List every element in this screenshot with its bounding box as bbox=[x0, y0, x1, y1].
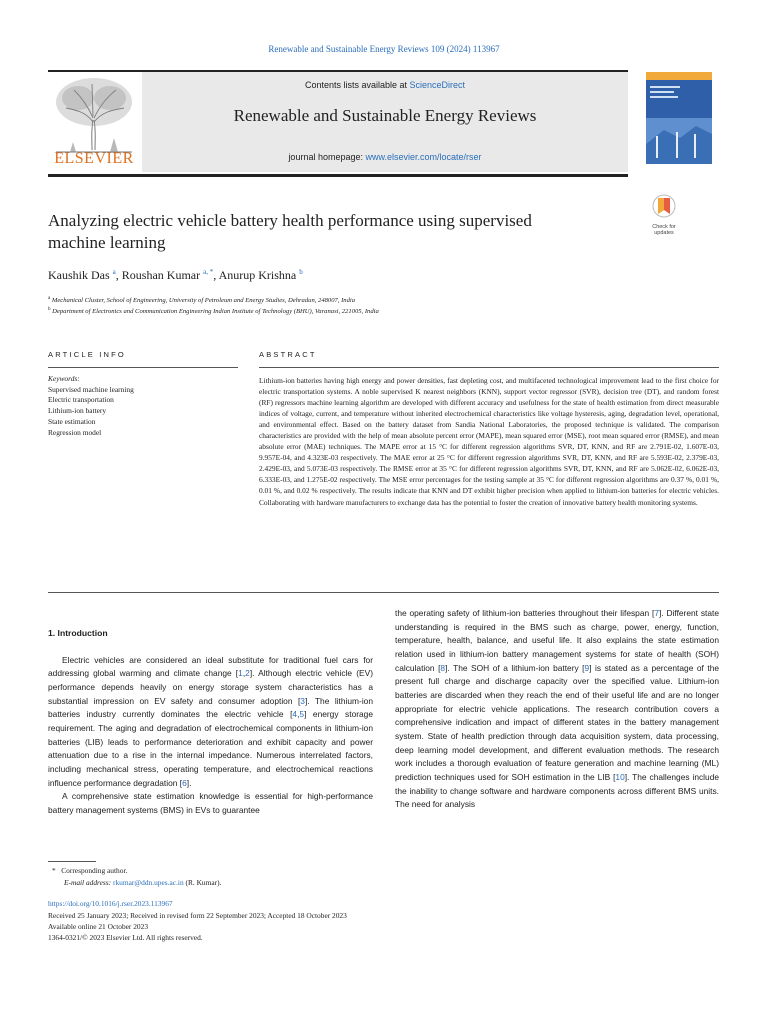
author-affil-sup[interactable]: a bbox=[112, 268, 116, 276]
footnote-rule bbox=[48, 861, 96, 862]
paragraph-text: , bbox=[297, 709, 300, 720]
citation-link[interactable]: 7 bbox=[654, 608, 659, 618]
journal-cover-image bbox=[646, 72, 712, 164]
badge-line2: updates bbox=[654, 230, 674, 236]
author-affil-sup[interactable]: a, * bbox=[203, 268, 214, 276]
journal-header-box bbox=[142, 72, 628, 172]
author-name[interactable]: Anurup Krishna bbox=[218, 268, 297, 282]
paragraph-text: ]. bbox=[186, 777, 192, 788]
author-name[interactable]: Kaushik Das bbox=[48, 268, 110, 282]
article-title-line1: Analyzing electric vehicle battery health performance using supervised bbox=[48, 211, 532, 230]
left-column bbox=[48, 627, 373, 818]
citation-link[interactable]: 2 bbox=[245, 668, 250, 679]
contents-line bbox=[142, 80, 628, 90]
check-for-updates-badge[interactable] bbox=[643, 193, 685, 235]
copyright: 1364-0321/© 2023 Elsevier Ltd. All rights reserved. bbox=[48, 933, 203, 942]
sciencedirect-link[interactable]: ScienceDirect bbox=[409, 80, 466, 90]
abstract-heading: ABSTRACT bbox=[259, 350, 317, 359]
intro-paragraph-continued bbox=[395, 607, 719, 812]
article-info-rule bbox=[48, 367, 238, 368]
keyword-item: Supervised machine learning bbox=[48, 384, 134, 394]
author-affil-sup[interactable]: b bbox=[299, 268, 303, 276]
citation-link[interactable]: 10 bbox=[615, 771, 625, 782]
email-suffix: (R. Kumar). bbox=[183, 878, 222, 887]
keyword-item: Lithium-ion battery bbox=[48, 406, 107, 416]
received-dates: Received 25 January 2023; Received in revised form 22 September 2023; Accepted 18 October 2023 bbox=[48, 911, 347, 920]
homepage-line bbox=[142, 152, 628, 162]
header-bottom-rule bbox=[48, 174, 628, 177]
affiliation-text: Department of Electronics and Communication Engineering Indian Institute of Technology (BHU), Varanasi, 221005, India bbox=[52, 308, 379, 316]
author-list: Kaushik Das $^a$, Roushan Kumar $^{a, *}$, Anurup Krishna $^b$ bbox=[48, 268, 303, 282]
journal-title: Renewable and Sustainable Energy Reviews bbox=[233, 106, 537, 125]
article-info-heading: ARTICLE INFO bbox=[48, 350, 126, 359]
affiliation-text: Mechanical Cluster, School of Engineering, University of Petroleum and Energy Studies, Dehradun, 248007, India bbox=[51, 297, 356, 305]
citation-link[interactable]: 5 bbox=[299, 709, 305, 720]
homepage-link[interactable]: www.elsevier.com/locate/rser bbox=[365, 152, 482, 162]
email-label: E-mail address: bbox=[64, 878, 113, 887]
section-rule bbox=[48, 592, 719, 593]
homepage-prefix: journal homepage: bbox=[288, 152, 366, 162]
affiliation-sup: b bbox=[48, 307, 51, 312]
abstract-rule bbox=[259, 367, 719, 368]
citation-link[interactable]: 3 bbox=[300, 695, 305, 706]
citation-link[interactable]: 4 bbox=[292, 709, 298, 720]
keywords-block bbox=[48, 374, 238, 438]
article-title bbox=[48, 210, 628, 254]
journal-reference[interactable]: Renewable and Sustainable Energy Reviews 109 (2024) 113967 bbox=[268, 44, 500, 54]
abstract-text: Lithium-ion batteries having high energy and power densities, fast depleting cost, and multifaceted technological improvement lead to the first choice for electric transportation systems. A noble supervised K nearest neighbors (KNN), support vector regressor (SVR), decision tree (DT), and random forest (RF) regressors machine learning algorithm are developed with different accuracy and usefulness for the state of health estimation from direct measurable indices of voltage, current, and temperature without inherited electrochemical characteristics like voltage hysteresis, aging, degradation level, operational, and environmental effect. Based on the battery dataset from Sandia National Laboratories, the proposed technique is validated. The comparison characteristics are provided with the help of mean absolute percent error (MAPE), mean squared error (MSE), root mean squared error (RMSE), and mean absolute error (MAE) techniques. The MAPE error at 15 °C for different regression algorithms SVR, DT, KNN, and RF are 2.791E-02, 1.607E-03, 9.957E-04, and 4.323E-03 respectively. The MAE error at 25 °C for different regression algorithms SVR, DT, KNN, and RF are 5.593E-02, 2.379E-03, 2.429E-03, and 5.073E-03 respectively. The RMSE error at 35 °C for different regression algorithms SVR, DT, KNN, and RF are 5.062E-02, 6.062E-03, 6.333E-03, and 1.275E-02 respectively. The MSE error percentages for the testing sample at 35 °C for different regression algorithms are 0.37 %, 0.01 %, 0.01 %, and 0.02 % respectively. The results indicate that KNN and DT exhibit higher precision when applied to lithium-ion batteries for electric vehicles. Collaborating with hardware manufacturers to exchange data has the potential to foster the creation of innovative battery health monitoring systems. bbox=[259, 376, 719, 507]
keywords-label: Keywords: bbox=[48, 374, 80, 383]
citation-link[interactable]: 1 bbox=[238, 668, 243, 679]
intro-paragraph-2: A comprehensive state estimation knowledge is essential for high-performance battery management systems (BMS) in EVs to guarantee bbox=[48, 791, 373, 815]
email-link[interactable]: rkumar@ddn.upes.ac.in bbox=[113, 878, 184, 887]
paragraph-text: ]. Different state understanding is required in the BMS such as charge, power, energy, function, temperature, health, balance, and useful life. It also explains the state estimation relation used in lithium-ion battery management systems for state of health (SOH) calculation [ bbox=[395, 608, 719, 673]
publisher-name: ELSEVIER bbox=[54, 150, 134, 167]
keyword-item: Regression model bbox=[48, 427, 102, 437]
paragraph-text: the operating safety of lithium-ion batteries throughout their lifespan [ bbox=[395, 608, 655, 618]
paragraph-text: ]. The lithium-ion batteries industry currently dominates the electric vehicle [ bbox=[48, 695, 373, 720]
citation-link[interactable]: 6 bbox=[182, 777, 187, 788]
available-online: Available online 21 October 2023 bbox=[48, 922, 149, 931]
paragraph-text: Electric vehicles are considered an ideal substitute for traditional fuel cars for addressing global warming and climate change [ bbox=[48, 654, 373, 679]
affiliation-b bbox=[48, 307, 379, 315]
corresponding-author-text: Corresponding author. bbox=[61, 866, 128, 875]
right-column bbox=[395, 607, 719, 812]
keyword-item: Electric transportation bbox=[48, 395, 114, 405]
keyword-item: State estimation bbox=[48, 416, 96, 426]
badge-line1: Check for bbox=[652, 224, 676, 230]
intro-heading: 1. Introduction bbox=[48, 628, 108, 638]
author-name[interactable]: Roushan Kumar bbox=[121, 268, 201, 282]
paragraph-text: ] energy storage requirement. The aging and degradation of electrochemical components in lithium-ion batteries (LIB) leads to performance deterioration and exhibit capacity and power attenuation due to a rise in the internal impedance. Numerous interrelated factors, including mechanical stress, operating temperature, and electrochemical reactions influence performance degradation [ bbox=[48, 709, 373, 788]
paragraph-text: ]. The challenges include the inability to change software and hardware components across different BMS units. The need for analysis bbox=[395, 771, 720, 810]
doi-link[interactable]: https://doi.org/10.1016/j.rser.2023.113967 bbox=[48, 899, 173, 908]
paragraph-text: ]. The SOH of a lithium-ion battery [ bbox=[445, 662, 585, 673]
affiliation-a bbox=[48, 296, 355, 304]
paragraph-text: , bbox=[242, 668, 246, 679]
bookmark-icon bbox=[643, 193, 685, 219]
contents-prefix: Contents lists available at bbox=[304, 80, 410, 90]
citation-link[interactable]: 8 bbox=[440, 662, 446, 673]
affiliation-sup: a bbox=[48, 296, 51, 301]
citation-link[interactable]: 9 bbox=[584, 662, 590, 673]
corresponding-author-note: * Corresponding author. bbox=[52, 866, 128, 875]
intro-paragraph-1 bbox=[48, 654, 373, 791]
paragraph-text: ]. Although electric vehicle (EV) performance depends heavily on energy storage system characteristics has a substantial impression on EV safety and consumer adoption [ bbox=[48, 668, 373, 706]
email-note bbox=[64, 878, 221, 888]
paragraph-text: ] is stated as a percentage of the present full charge and discharge capacity over the specified value. Lithium-ion batteries are discarded when they reach the end of their useful life and are no longer appropriate for electric vehicle applications. The research contribution covers a comprehensive indication and impact of different states in the battery management system. State of health prediction through data acquisition system, data processing, deep learning model development, and different evaluation methods. The research work includes a thorough evaluation of feature generation and machine learning (ML) prediction techniques used for SOH estimation in the LIB [ bbox=[395, 662, 720, 782]
elsevier-logo bbox=[48, 72, 140, 172]
article-title-line2: machine learning bbox=[48, 233, 166, 252]
